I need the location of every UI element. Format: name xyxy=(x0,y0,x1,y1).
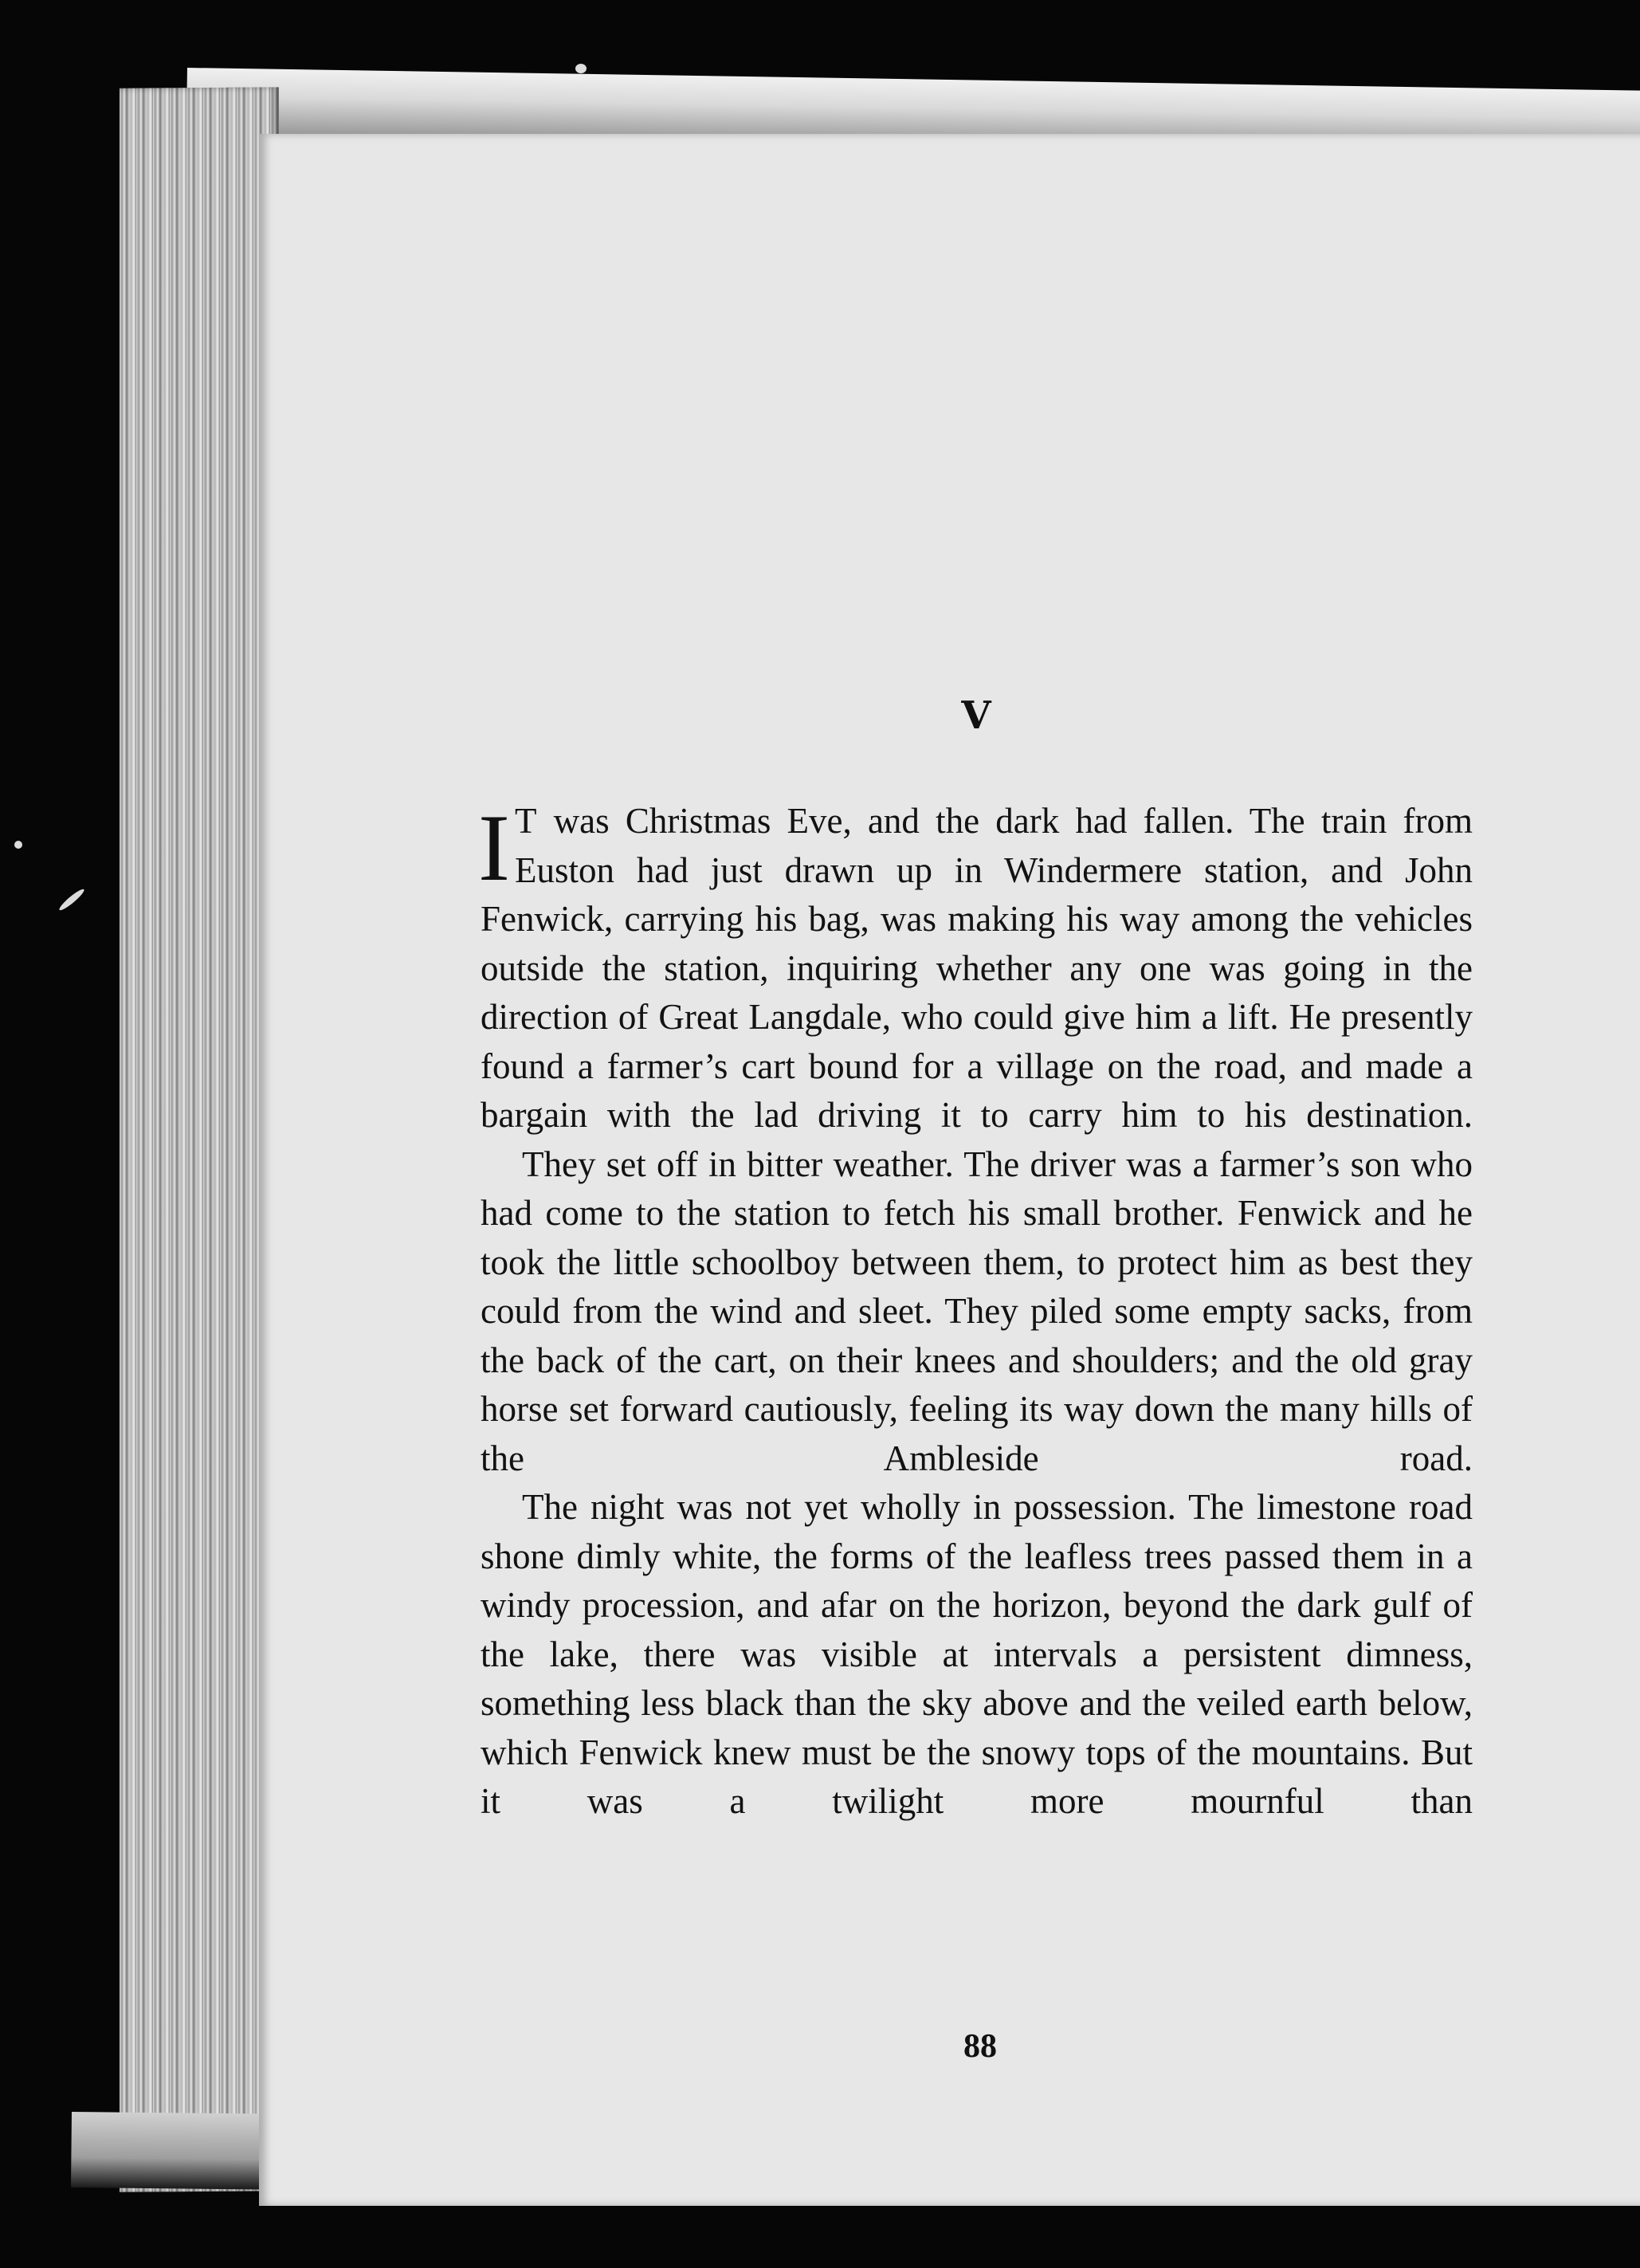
dust-speck xyxy=(57,887,86,912)
paragraph-2: They set off in bitter weather. The driver was a farmer’s son who had come to the station to fetch his small brother. Fenwick and he took the little schoolboy between them, to protect him as best they could from the wind and sleet. They piled some empty sacks, from the back of the cart, on their knees and shoulders; and the old gray horse set forward cautiously, feeling its way down the many hills of the Ambleside road. xyxy=(481,1144,1473,1478)
paragraph-3: The night was not yet wholly in possession. The limestone road shone dimly white, the forms of the leafless trees passed them in a windy procession, and afar on the horizon, beyond the dark gulf of the lake, there was visible at intervals a persistent dimness, something less black than the sky above and the veiled earth below, which Fenwick knew must be the snowy tops of the mountains. But it was a twilight more mournful than xyxy=(481,1487,1473,1821)
body-text xyxy=(478,795,1473,1827)
paragraph-1-text: was Christmas Eve, and the dark had fallen. The train from Euston had just drawn up in Windermere station, and John Fenwick, carrying his bag, was making his way among the vehicles outside the station, inquiring whether any one was going in the direction of Great Langdale, who could give him a lift. He presently found a farmer’s cart bound for a village on the road, and made a bargain with the lad driving it to carry him to his destination. xyxy=(481,801,1473,1135)
page-number: 88 xyxy=(963,2028,997,2065)
opening-word-rest: T xyxy=(514,801,538,841)
paragraph-1 xyxy=(478,795,1473,1140)
page-stack-left-edge xyxy=(120,87,279,2191)
dust-speck xyxy=(14,841,22,849)
chapter-number: V xyxy=(961,693,991,738)
drop-cap: I xyxy=(478,795,510,901)
dust-speck xyxy=(575,64,587,73)
